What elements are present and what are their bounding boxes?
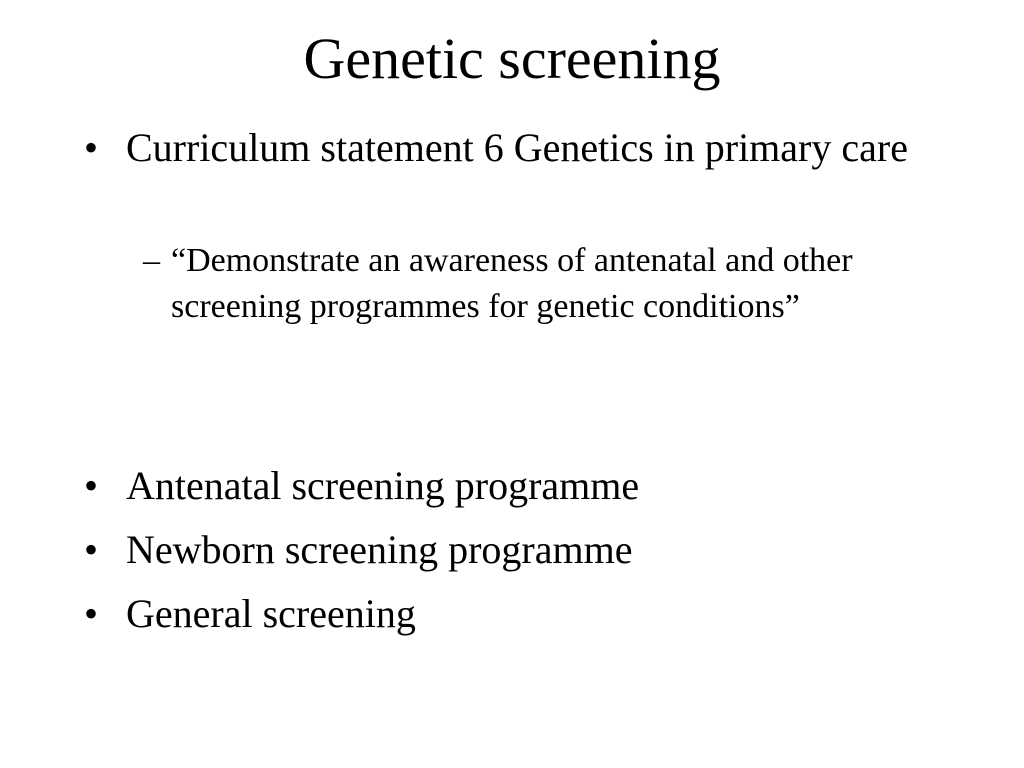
bullet-marker: • bbox=[84, 463, 99, 508]
bullet-text: Antenatal screening programme bbox=[126, 463, 640, 508]
bullet-marker: • bbox=[84, 527, 99, 572]
sub-bullet-text: “Demonstrate an awareness of antenatal and other screening programmes for genetic conditions” bbox=[171, 242, 853, 325]
bullet-item bbox=[84, 120, 964, 230]
sub-bullet-marker: – bbox=[143, 242, 160, 279]
bullet-marker: • bbox=[84, 125, 99, 170]
bullet-item bbox=[84, 586, 964, 641]
bullet-marker: • bbox=[84, 591, 99, 636]
bullet-text: Newborn screening programme bbox=[126, 527, 633, 572]
bullet-text: General screening bbox=[126, 591, 416, 636]
bullet-item bbox=[84, 458, 964, 513]
slide-title: Genetic screening bbox=[303, 26, 721, 91]
sub-bullet-item bbox=[143, 238, 903, 378]
bullet-item bbox=[84, 522, 964, 577]
bullet-text: Curriculum statement 6 Genetics in primary care bbox=[126, 125, 908, 170]
